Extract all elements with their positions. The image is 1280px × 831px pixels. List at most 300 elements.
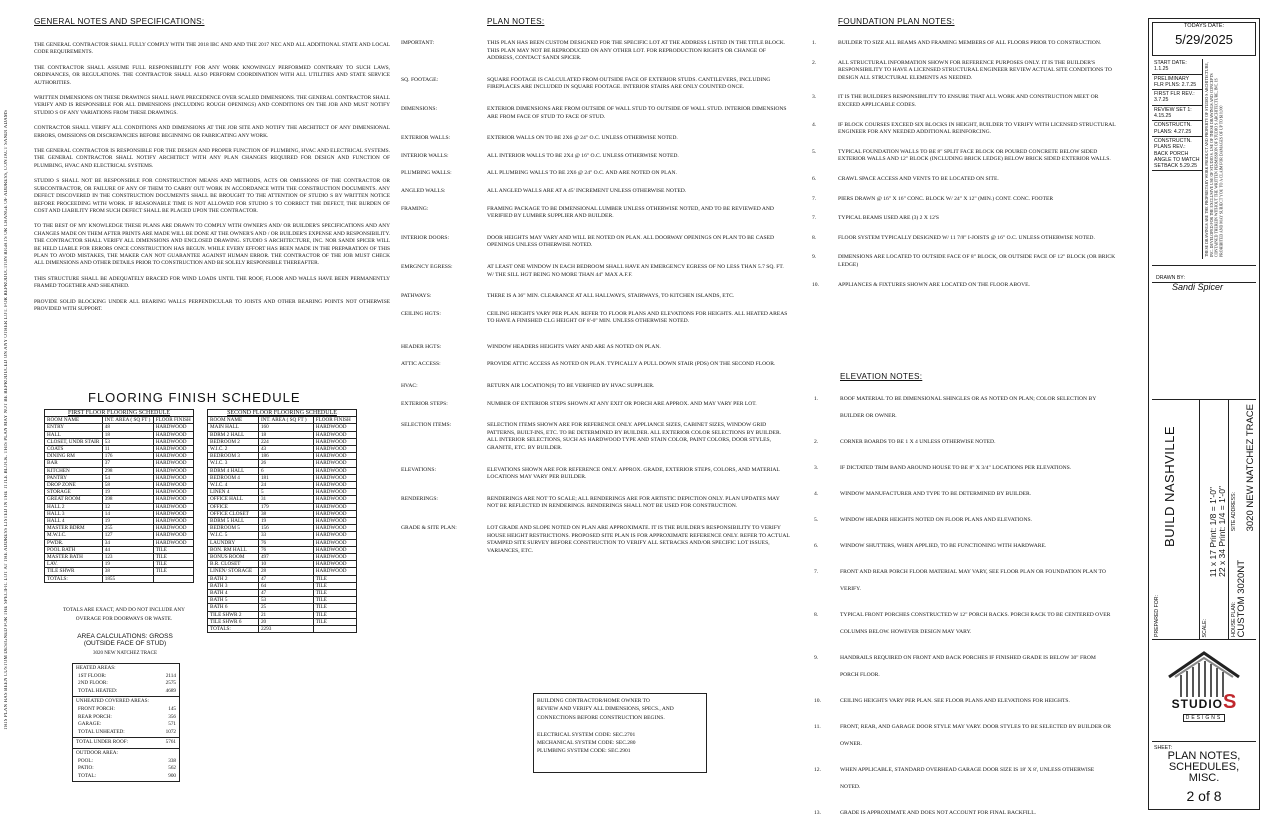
sheet-number: 2 of 8 — [1186, 788, 1222, 805]
scale-label: SCALE: — [1202, 618, 1209, 637]
table-cell: 497 — [258, 554, 313, 561]
general-notes — [34, 17, 390, 321]
contractor-box-line: BUILDING CONTRACTOR/HOME OWNER TO — [537, 698, 650, 704]
schedule-header: FLOOR FINISH — [313, 417, 356, 424]
area-row — [76, 714, 176, 722]
area-under-roof — [73, 738, 179, 749]
house-plan-label: HOUSE PLAN: — [1230, 602, 1237, 637]
foundation-note-number: 9. — [812, 254, 817, 261]
plan-note-text: SELECTION ITEMS SHOWN ARE FOR REFERENCE ONLY. APPLIANCE SIZES, CABINET SIZES, WINDOW GRID PATTERNS, BUILT-INS, ETC. TO BE DETERMINED BY BUILDER. ALL EXTERIOR COLOR SELECTIONS BY BUILDER. ALL INTERIOR SELECTIONS, SUCH AS HARDWOOD TYPE AND STAIN COLOR, PAINT COLORS, DOOR STYLES, GRANITE, ETC. BY BUILDER. — [487, 422, 782, 452]
plan-note-key: PATHWAYS: — [401, 293, 432, 300]
contractor-box-line: REVIEW AND VERIFY ALL DIMENSIONS, SPECS., AND — [537, 706, 674, 713]
plan-note-row — [401, 40, 791, 63]
plan-note-key: EXTERIOR WALLS: — [401, 135, 451, 142]
table-cell: 76 — [258, 539, 313, 546]
table-cell: BON. RM HALL — [208, 546, 259, 553]
logo-studio: STUDIO — [1171, 697, 1223, 711]
foundation-note-text: IF BLOCK COURSES EXCEED SIX BLOCKS IN HEIGHT, BUILDER TO VERIFY WITH LICENSED STRUCTURAL ENGINEER FOR ANY NEEDED ADDITIONAL REINFORCING. — [838, 121, 1116, 136]
table-cell: TILE — [313, 575, 356, 582]
area-row-label: 2ND FLOOR: — [78, 680, 108, 687]
plan-note-row — [401, 525, 791, 555]
table-cell: BEDROOM 3 — [208, 453, 259, 460]
general-notes-title: GENERAL NOTES AND SPECIFICATIONS: — [34, 17, 205, 26]
table-row — [45, 446, 194, 453]
table-cell: COATS — [45, 446, 103, 453]
table-row — [45, 568, 194, 575]
table-row — [208, 611, 357, 618]
plan-note-row — [401, 188, 791, 196]
area-row-value: 571 — [168, 721, 176, 728]
table-row — [208, 597, 357, 604]
table-cell: OFFICE CLOSET — [208, 510, 259, 517]
totals-value: 2293 — [258, 626, 313, 633]
general-note-paragraph: STUDIO S SHALL NOT BE RESPONSIBLE FOR CONSTRUCTION MEANS AND METHODS, ACTS OR OMISSIONS OF THE CONTRACTOR OR SUBCONTRACTOR, OR FAILURE OF ANY OF THEM TO CARRY OUT WORK IN ACCORDANCE WITH THE CONSTRUCTION DOCUMENTS. ANY DEFECT DISCOVERED IN THE CONSTRUCTION DOCUMENTS SHALL BE BROUGHT TO THE ATTENTION OF STUDIO S BY WRITTEN NOTICE BEFORE PROCEEDING WITH WORK. IF REASONABLE TIME IS NOT ALLOWED FOR STUDIO S TO CORRECT THE DEFECT, THE BURDEN OF COST AND LIABILITY FROM SUCH DEFECT SHALL BE PLACED UPON THE CONTRACTOR. — [34, 178, 390, 214]
table-cell: 298 — [102, 467, 153, 474]
elevation-note — [814, 391, 1124, 425]
table-cell: HALL 2 — [45, 503, 103, 510]
elevation-note-text: WINDOW HEADER HEIGHTS NOTED ON FLOOR PLANS AND ELEVATIONS. — [840, 517, 1032, 523]
general-note-paragraph: PROVIDE SOLID BLOCKING UNDER ALL BEARING WALLS PERPENDICULAR TO JOISTS AND OTHER BEARING POINTS NOT OTHERWISE PROVIDED WITH SUPPORT. — [34, 298, 390, 312]
plan-note-text: RETURN AIR LOCATION(S) TO BE VERIFIED BY HVAC SUPPLIER. — [487, 383, 655, 390]
table-cell: 26 — [258, 460, 313, 467]
drawn-by: Sandi Spicer — [1172, 282, 1224, 292]
area-address: 3020 NEW NATCHEZ TRACE — [92, 651, 158, 656]
table-cell: TILE — [313, 590, 356, 597]
elevation-notes — [814, 372, 1124, 831]
revision-entry: CONSTRUCTN. PLANS REV.: BACK PORCH ANGLE TO MATCH SETBACK 5.29.25 — [1152, 137, 1202, 171]
revision-entry: START DATE: 1.1.25 — [1152, 59, 1202, 75]
table-cell: HALL 4 — [45, 518, 103, 525]
table-row — [45, 496, 194, 503]
area-row-label: PATIO: — [78, 765, 94, 772]
elevation-note — [814, 538, 1124, 555]
scale-22x34: 22 x 34 Print: 1/4 = 1'-0" — [1217, 486, 1228, 577]
elevation-note-text: TYPICAL FRONT PORCHES CONSTRUCTED W 12" PORCH RACKS. PORCH RACK TO BE CENTERED OVER COLUMNS BELOW. HOWEVER DESIGN MAY VARY. — [840, 612, 1111, 635]
table-cell: BDRM 2 HALL — [208, 431, 259, 438]
plan-note-key: EXTERIOR STEPS: — [401, 400, 448, 407]
table-cell: 76 — [258, 546, 313, 553]
plan-note-row — [401, 344, 791, 352]
plan-note-text: AT LEAST ONE WINDOW IN EACH BEDROOM SHALL HAVE AN EMERGENCY EGRESS OF NO LESS THAN 5.7 SQ. FT. W/ THE SILL HGT BEING NO MORE THAN 44" MAX A.F.F. — [487, 263, 784, 278]
general-note-paragraph: CONTRACTOR SHALL VERIFY ALL CONDITIONS AND DIMENSIONS AT THE JOB SITE AND NOTIFY THE ARCHITECT OF ANY DIMENSIONAL ERRORS, OMISSIONS OR DISCREPANCIES BEFORE BEGINNING OR FABRICATING ANY WORK. — [34, 125, 390, 139]
elevation-note-text: WHEN APPLICABLE, STANDARD OVERHEAD GARAGE DOOR SIZE IS 18' X 8', UNLESS OTHERWISE NOTED. — [840, 767, 1095, 790]
plan-note-text: CEILING HEIGHTS VARY PER PLAN. REFER TO FLOOR PLANS AND ELEVATIONS FOR HEIGHTS. ALL HEATED AREAS TO HAVE A FINISHED CLG HEIGHT OF 8'-0" MIN. UNLESS OTHERWISE NOTED. — [487, 310, 788, 325]
plan-note-key: HEADER HGTS: — [401, 343, 442, 350]
table-cell: 176 — [102, 453, 153, 460]
table-cell: 58 — [102, 482, 153, 489]
table-cell: HARDWOOD — [313, 510, 356, 517]
foundation-note-text: FLOOR SYSTEM TYPICALLY DESIGNED W/ 11 7/8" I-JOISTS @ 16" O.C. UNLESS OTHERWISE NOTED. — [838, 234, 1095, 241]
foundation-note-text: TYPICAL BEAMS USED ARE (3) 2 X 12'S — [838, 215, 940, 222]
foundation-note-number: 7. — [812, 195, 817, 202]
area-section — [73, 664, 179, 697]
area-title-1: AREA CALCULATIONS: GROSS — [77, 633, 173, 640]
table-cell: HARDWOOD — [153, 460, 193, 467]
table-row — [208, 561, 357, 568]
table-cell: TILE — [313, 618, 356, 625]
table-cell: POOL BATH — [45, 546, 103, 553]
totals-label: TOTALS: — [45, 575, 103, 582]
area-row-label: TOTAL HEATED: — [78, 687, 118, 694]
table-cell: 64 — [258, 582, 313, 589]
elevation-note-text: WINDOW MANUFACTURER AND TYPE TO BE DETERMINED BY BUILDER. — [840, 491, 1032, 497]
general-note-paragraph: THE CONTRACTOR SHALL ASSUME FULL RESPONSIBILITY FOR ANY WORK KNOWINGLY PERFORMED CONTRARY TO SUCH LAWS, ORDINANCES, OR REGULATIONS. THE CONTRACTOR SHALL ALSO PERFORM COORDINATION WITH ALL UTILITIES AND STATE SERVICE AUTHORITIES. — [34, 64, 390, 86]
table-cell: 25 — [258, 604, 313, 611]
table-cell: HARDWOOD — [153, 446, 193, 453]
table-cell: 20 — [258, 618, 313, 625]
area-row-value: 5761 — [165, 739, 176, 746]
table-cell: HARDWOOD — [313, 546, 356, 553]
table-cell: M.W.I.C. — [45, 532, 103, 539]
table-row — [45, 424, 194, 431]
elevation-note — [814, 564, 1124, 598]
table-cell: HARDWOOD — [313, 539, 356, 546]
area-section — [73, 749, 179, 781]
table-row — [45, 489, 194, 496]
table-cell: HARDWOOD — [153, 424, 193, 431]
foundation-note-text: ALL STRUCTURAL INFORMATION SHOWN FOR REFERENCE PURPOSES ONLY. IT IS THE BUILDER'S RESPONSIBILITY TO HAVE A LICENSED STRUCTURAL ENGINEER REVIEW ACTUAL SITE CONDITIONS TO DESIGN ALL STRUCTURAL ELEMENTS AS NEEDED. — [838, 59, 1112, 81]
plan-note-row — [401, 293, 791, 301]
copyright-notice: THESE DRAWINGS ARE THE PROPRIETARY WORK PRODUCT AND PROPERTY OF STUDIO S ARCHITECTURE, INC. DEVELOPED FOR THE EXCLUSIVE USE OF STUDIO S. USE OF THESE DRAWINGS AND CONCEPTS CONTAINED THEREIN WITHOUT THE WRITTEN PERMISSION OF STUDIO S ARCHITECTURE, INC. IS PROHIBITED AND MAY SUBJECT YOU TO A CLAIM FOR DAMAGES OF UP TO $10,000 — [1205, 62, 1224, 257]
table-cell: KITCHEN — [45, 467, 103, 474]
area-row — [76, 673, 176, 681]
area-row-label: REAR PORCH: — [78, 713, 112, 720]
table-row — [45, 438, 194, 445]
table-cell: DINING RM — [45, 453, 103, 460]
table-cell: HARDWOOD — [313, 496, 356, 503]
table-cell: TILE SHWR 6 — [208, 618, 259, 625]
table-cell: 19 — [102, 518, 153, 525]
title-block — [1148, 18, 1260, 810]
table-cell: BONUS ROOM — [208, 554, 259, 561]
plan-note-key: INTERIOR DOORS: — [401, 234, 450, 241]
table-cell: 6 — [258, 467, 313, 474]
elevation-note-number: 11. — [814, 724, 821, 730]
area-row-value: 2114 — [165, 672, 176, 679]
table-cell: OFFICE HALL — [208, 496, 259, 503]
table-cell: 127 — [102, 532, 153, 539]
table-row — [208, 575, 357, 582]
table-row — [45, 546, 194, 553]
schedule-header: FLOOR FINISH — [153, 417, 193, 424]
foundation-note — [812, 282, 1137, 290]
table-cell: 24 — [258, 482, 313, 489]
table-cell: BDRM 5 HALL — [208, 518, 259, 525]
table-cell: HARDWOOD — [313, 554, 356, 561]
system-code-line: PLUMBING SYSTEM CODE: SEC.2901 — [537, 748, 631, 755]
table-cell: 31 — [258, 496, 313, 503]
table-cell: PWDR. — [45, 539, 103, 546]
area-section-label: UNHEATED COVERED AREAS: — [76, 698, 149, 705]
table-cell: MASTER BDRM — [45, 525, 103, 532]
table-cell: LAUNDRY — [208, 539, 259, 546]
plan-note-text: WINDOW HEADERS HEIGHTS VARY AND ARE AS NOTED ON PLAN. — [487, 343, 661, 350]
elevation-note-number: 13. — [814, 810, 821, 816]
table-cell: LINEN/ STORAGE — [208, 568, 259, 575]
table-cell: DROP ZONE — [45, 482, 103, 489]
sheet-title-3: MISC. — [1188, 772, 1220, 785]
table-row — [208, 518, 357, 525]
table-row — [45, 554, 194, 561]
table-row — [45, 532, 194, 539]
table-cell: HARDWOOD — [153, 518, 193, 525]
first-floor-caption: FIRST FLOOR FLOORING SCHEDULE — [44, 409, 194, 416]
table-row — [208, 510, 357, 517]
elevation-note-number: 1. — [814, 396, 819, 402]
table-cell: HARDWOOD — [313, 482, 356, 489]
plan-note-key: IMPORTANT: — [401, 40, 435, 46]
table-row — [45, 561, 194, 568]
elevation-note-text: GRADE IS APPROXIMATE AND DOES NOT ACCOUNT FOR FINAL BACKFILL. — [840, 810, 1037, 816]
table-row — [208, 546, 357, 553]
todays-date-box — [1152, 22, 1256, 56]
area-section-label: HEATED AREAS: — [76, 665, 116, 671]
table-cell: LINEN 4 — [208, 489, 259, 496]
sheet-title-1: PLAN NOTES, — [1167, 750, 1241, 763]
totals-note-line-1: TOTALS ARE EXACT, AND DO NOT INCLUDE ANY — [63, 607, 185, 613]
elevation-note — [814, 693, 1124, 710]
table-cell: HARDWOOD — [313, 467, 356, 474]
scale-11x17: 11 x 17 Print: 1/8 = 1'-0" — [1208, 486, 1219, 577]
elevation-note-number: 8. — [814, 612, 819, 618]
foundation-note-text: BUILDER TO SIZE ALL BEAMS AND FRAMING MEMBERS OF ALL FLOORS PRIOR TO CONSTRUCTION. — [838, 40, 1102, 46]
area-row-value: 4689 — [165, 687, 176, 694]
foundation-note-text: APPLIANCES & FIXTURES SHOWN ARE LOCATED ON THE FLOOR ABOVE. — [838, 281, 1030, 288]
table-cell: HARDWOOD — [313, 438, 356, 445]
table-cell: HARDWOOD — [313, 446, 356, 453]
table-cell: HARDWOOD — [313, 503, 356, 510]
area-row-value: 900 — [168, 772, 176, 779]
table-row — [45, 467, 194, 474]
second-floor-schedule — [207, 409, 357, 633]
plan-note-row — [401, 153, 791, 161]
foundation-note-text: DIMENSIONS ARE LOCATED TO OUTSIDE FACE OF 8" BLOCK, OR OUTSIDE FACE OF 12" BLOCK (OR BRICK LEDGE) — [838, 254, 1116, 268]
table-row — [45, 525, 194, 532]
table-row — [45, 510, 194, 517]
table-cell: 38 — [102, 568, 153, 575]
foundation-note-number: 3. — [812, 94, 817, 101]
table-cell: 53 — [258, 597, 313, 604]
table-row — [208, 446, 357, 453]
table-cell: 255 — [102, 525, 153, 532]
foundation-note — [812, 196, 1137, 204]
table-row — [208, 503, 357, 510]
elevation-note-number: 7. — [814, 569, 819, 575]
table-cell: HARDWOOD — [153, 453, 193, 460]
area-section — [73, 697, 179, 738]
table-cell: 186 — [258, 453, 313, 460]
plan-note-key: SQ. FOOTAGE: — [401, 76, 439, 83]
elevation-note-number: 6. — [814, 543, 819, 549]
table-cell: W.I.C. 4 — [208, 482, 259, 489]
table-totals-row — [208, 626, 357, 633]
table-cell: 19 — [102, 489, 153, 496]
plan-notes — [401, 17, 791, 565]
table-cell: HARDWOOD — [313, 489, 356, 496]
totals-blank — [313, 626, 356, 633]
elevation-note — [814, 486, 1124, 503]
foundation-note — [812, 149, 1137, 164]
general-note-paragraph: WRITTEN DIMENSIONS ON THESE DRAWINGS SHALL HAVE PRECEDENCE OVER SCALED DIMENSIONS. THE GENERAL CONTRACTOR SHALL VERIFY AND IS RESPONSIBLE FOR ALL DIMENSIONS (INCLUDING ROUGH OPENINGS) AND CONDITIONS ON THE JOB AND MUST NOTIFY STUDIO S OF ANY VARIATIONS FROM THESE DRAWINGS. — [34, 95, 390, 116]
table-cell: 44 — [102, 546, 153, 553]
plan-note-text: FRAMING PACKAGE TO BE DIMENSIONAL LUMBER UNLESS OTHERWISE NOTED, AND TO BE REVIEWED AND VERIFIED BY LUMBER SUPPLIER AND BUILDER. — [487, 205, 774, 220]
plan-note-text: DOOR HEIGHTS MAY VARY AND WILL BE NOTED ON PLAN. ALL DOORWAY OPENINGS ON PLAN TO BE CASED OPENINGS UNLESS OTHERWISE NOTED. — [487, 234, 775, 249]
prepared-for: BUILD NASHVILLE — [1162, 426, 1177, 547]
table-row — [208, 604, 357, 611]
area-row-label: POOL: — [78, 757, 93, 764]
plan-note-row — [401, 264, 791, 279]
table-row — [208, 474, 357, 481]
table-row — [208, 482, 357, 489]
plan-note-key: ANGLED WALLS: — [401, 187, 446, 194]
plan-note-row — [401, 106, 791, 121]
foundation-note — [812, 40, 1137, 48]
totals-note-line-2: OVERAGE FOR DOORWAYS OR WASTE. — [75, 616, 173, 622]
table-cell: MASTER BATH — [45, 554, 103, 561]
elevation-note — [814, 607, 1124, 641]
elevation-note-text: FRONT, REAR, AND GARAGE DOOR STYLE MAY VARY. DOOR STYLES TO BE SELECTED BY BUILDER OR OWNER. — [840, 724, 1112, 747]
plan-notes-title: PLAN NOTES: — [487, 17, 545, 26]
table-cell: HARDWOOD — [313, 431, 356, 438]
table-cell: 179 — [258, 503, 313, 510]
table-cell: HARDWOOD — [313, 453, 356, 460]
plan-note-key: RENDERINGS: — [401, 495, 438, 502]
table-cell: 14 — [102, 510, 153, 517]
area-calculations — [70, 633, 180, 656]
foundation-note-number: 6. — [812, 175, 817, 182]
plan-note-row — [401, 135, 791, 143]
plan-note-text: RENDERINGS ARE NOT TO SCALE; ALL RENDERINGS ARE FOR ARTISTIC DEPICTION ONLY. PLAN UPDATES MAY NOT BE REFLECTED IN RENDERINGS. RENDERINGS SHALL NOT BE USED FOR CONSTRUCTION. — [487, 495, 780, 510]
elevation-note-number: 3. — [814, 465, 819, 471]
general-note-paragraph: THE GENERAL CONTRACTOR SHALL FULLY COMPLY WITH THE 2018 IBC AND AND THE 2017 NEC AND ALL ADDITIONAL STATE AND LOCAL CODE REQUIREMENTS. — [34, 42, 390, 56]
area-row-value: 356 — [168, 713, 176, 720]
table-row — [208, 568, 357, 575]
foundation-note-number: 4. — [812, 121, 817, 128]
table-cell: LAV. — [45, 561, 103, 568]
table-cell: CLOSET, UNDR STAIR — [45, 438, 103, 445]
foundation-note — [812, 176, 1137, 184]
plan-note-text: PROVIDE ATTIC ACCESS AS NOTED ON PLAN. TYPICALLY A PULL DOWN STAIR (PDS) ON THE SECOND FLOOR. — [487, 361, 776, 368]
table-cell: TILE SHWR — [45, 568, 103, 575]
table-cell: HARDWOOD — [313, 525, 356, 532]
foundation-note — [812, 215, 1137, 223]
table-cell: HARDWOOD — [313, 460, 356, 467]
table-cell: W.I.C. 2 — [208, 446, 259, 453]
table-cell: HARDWOOD — [153, 496, 193, 503]
elevation-note-text: HANDRAILS REQUIRED ON FRONT AND BACK PORCHES IF FINISHED GRADE IS BELOW 30" FROM PORCH FLOOR. — [840, 655, 1096, 678]
plan-note-row — [401, 235, 791, 250]
table-cell: OFFICE — [208, 503, 259, 510]
drawn-by-box — [1152, 265, 1256, 292]
table-cell: 34 — [102, 539, 153, 546]
second-floor-caption: SECOND FLOOR FLOORING SCHEDULE — [207, 409, 357, 416]
table-cell: 47 — [258, 575, 313, 582]
table-cell: 21 — [258, 611, 313, 618]
table-row — [208, 496, 357, 503]
area-row-label: GARAGE: — [78, 721, 102, 728]
table-row — [45, 453, 194, 460]
plan-note-row — [401, 496, 791, 511]
table-cell: HARDWOOD — [313, 561, 356, 568]
system-code-line: ELECTRICAL SYSTEM CODE: SEC.2701 — [537, 731, 636, 738]
area-title-2: (OUTSIDE FACE OF STUD) — [83, 640, 167, 647]
drawn-by-label: DRAWN BY: — [1156, 275, 1185, 281]
table-row — [45, 518, 194, 525]
table-cell: 5 — [258, 489, 313, 496]
revision-entry: PRELIMINARY FLR PLNS: 2.7.25 — [1152, 75, 1202, 91]
table-cell: 19 — [102, 561, 153, 568]
foundation-note — [812, 254, 1137, 269]
foundation-notes — [812, 17, 1137, 301]
area-row-label: TOTAL UNDER ROOF: — [76, 739, 129, 746]
table-cell: 53 — [102, 438, 153, 445]
table-row — [208, 590, 357, 597]
plan-note-row — [401, 383, 791, 391]
table-cell: BATH 6 — [208, 604, 259, 611]
area-row-label: FRONT PORCH: — [78, 705, 115, 712]
general-note-paragraph: TO THE BEST OF MY KNOWLEDGE THESE PLANS ARE DRAWN TO COMPLY WITH OWNER'S AND/ OR BUILDER'S SPECIFICATIONS AND ANY CHANGES MADE ON THEM AFTER PRINTS ARE MADE WILL BE DONE AT THE OWNER'S AND / OR BUILDER'S EXPENSE AND RESPONSIBILITY. THE CONTRACTOR SHALL VERIFY ALL DIMENSIONS AND ENCLOSED DRAWING. STUDIO S ARCHITECTURE, INC. NOR SANDI SPICER WILL BE HELD LIABLE FOR ERRORS ONCE CONSTRUCTION HAS BEGUN. WHILE EVERY EFFORT HAS BEEN MADE IN THE PREPARATION OF THIS PLAN TO AVOID MISTAKES, THE MAKER CAN NOT GUARANTEE AGAINST HUMAN ERROR. THE CONTRACTOR OF THE JOB MUST CHECK ALL DIMENSIONS AND OTHER DETAILS PRIOR TO CONSTRUCTION AND BE SOLELY RESPONSIBLE THEREAFTER. — [34, 223, 390, 267]
foundation-note-number: 1. — [812, 40, 817, 46]
table-cell: TILE — [153, 561, 193, 568]
sheet-title-2: SCHEDULES, — [1168, 761, 1240, 774]
elevation-note-text: ROOF MATERIAL TO BE DIMENSIONAL SHINGLES OR AS NOTED ON PLAN; COLOR SELECTION BY BUILDER OR OWNER. — [840, 396, 1097, 419]
table-row — [208, 424, 357, 431]
revision-entry: FIRST FLR REV.: 3.7.25 — [1152, 90, 1202, 106]
elevation-note-number: 5. — [814, 517, 819, 523]
revision-entry: CONSTRUCTN. PLANS: 4.27.25 — [1152, 121, 1202, 137]
table-cell: 48 — [102, 424, 153, 431]
elevation-note-number: 12. — [814, 767, 821, 773]
plan-note-key: FRAMING: — [401, 205, 429, 212]
system-code-line: MECHANICAL SYSTEM CODE: SEC.280 — [537, 740, 636, 747]
table-cell: BATH 4 — [208, 590, 259, 597]
elevation-note-text: IF DICTATED TRIM BAND AROUND HOUSE TO BE 8" X 3/4" LOCATIONS PER ELEVATIONS. — [840, 465, 1072, 471]
table-cell: HARDWOOD — [153, 431, 193, 438]
contractor-box-line: CONNECTIONS BEFORE CONSTRUCTION BEGINS. — [537, 714, 665, 721]
margin-disclaimer: THIS PLAN HAS BEEN CUSTOM DESIGNED FOR THE SPECIFIC LOT AT THE ADDRESS LISTED IN THE TITLE BLOCK. THIS PLAN MAY NOT BE REPRODUCED ON ANY OTHER LOT. FOR REPRODUCTION RIGHTS OR CHANGE OF ADDRESS, CONTACT SANDI ADAMS — [4, 109, 9, 731]
plan-note-key: DIMENSIONS: — [401, 105, 438, 112]
elevation-note-number: 4. — [814, 491, 819, 497]
site-address: 3020 NEW NATCHEZ TRACE — [1244, 403, 1256, 531]
table-row — [208, 582, 357, 589]
schedule-header: ROOM NAME — [45, 417, 103, 424]
table-cell: HALL — [45, 431, 103, 438]
totals-note — [44, 606, 204, 624]
table-cell: TILE — [313, 611, 356, 618]
table-cell: 10 — [258, 561, 313, 568]
table-cell: 38 — [258, 510, 313, 517]
plan-note-row — [401, 401, 791, 409]
foundation-note — [812, 235, 1137, 243]
revision-entry: REVIEW SET 1: 4.15.25 — [1152, 106, 1202, 122]
logo-s: S — [1223, 691, 1237, 713]
elevation-note — [814, 434, 1124, 451]
first-floor-schedule — [44, 409, 194, 583]
table-cell: 123 — [102, 554, 153, 561]
foundation-note-number: 2. — [812, 59, 817, 66]
table-cell: W.I.C. 5 — [208, 532, 259, 539]
plan-note-text: LOT GRADE AND SLOPE NOTED ON PLAN ARE APPROXIMATE. IT IS THE BUILDER'S RESPONSIBILITY TO VERIFY HOUSE HEIGHT RESTRICTIONS. PROPOSED SITE PLAN IS FOR APPROXIMATE REFERENCE ONLY. REFER TO ACTUAL STAMPED SITE SURVEY BEFORE CONSTRUCTION TO VERIFY ALL SETBACKS AND/OR SPECIFIC LOT ISSUES, VARIANCES, ETC. — [487, 525, 790, 554]
table-cell: 181 — [258, 474, 313, 481]
table-cell: 11 — [102, 446, 153, 453]
general-notes-body — [34, 42, 390, 313]
elevation-note-text: CORNER BOARDS TO BE 1 X 4 UNLESS OTHERWISE NOTED. — [840, 439, 996, 445]
table-cell: 12 — [102, 503, 153, 510]
table-cell: HARDWOOD — [153, 510, 193, 517]
area-row-value: 2575 — [165, 680, 176, 687]
plan-note-key: HVAC: — [401, 383, 418, 390]
table-row — [45, 431, 194, 438]
